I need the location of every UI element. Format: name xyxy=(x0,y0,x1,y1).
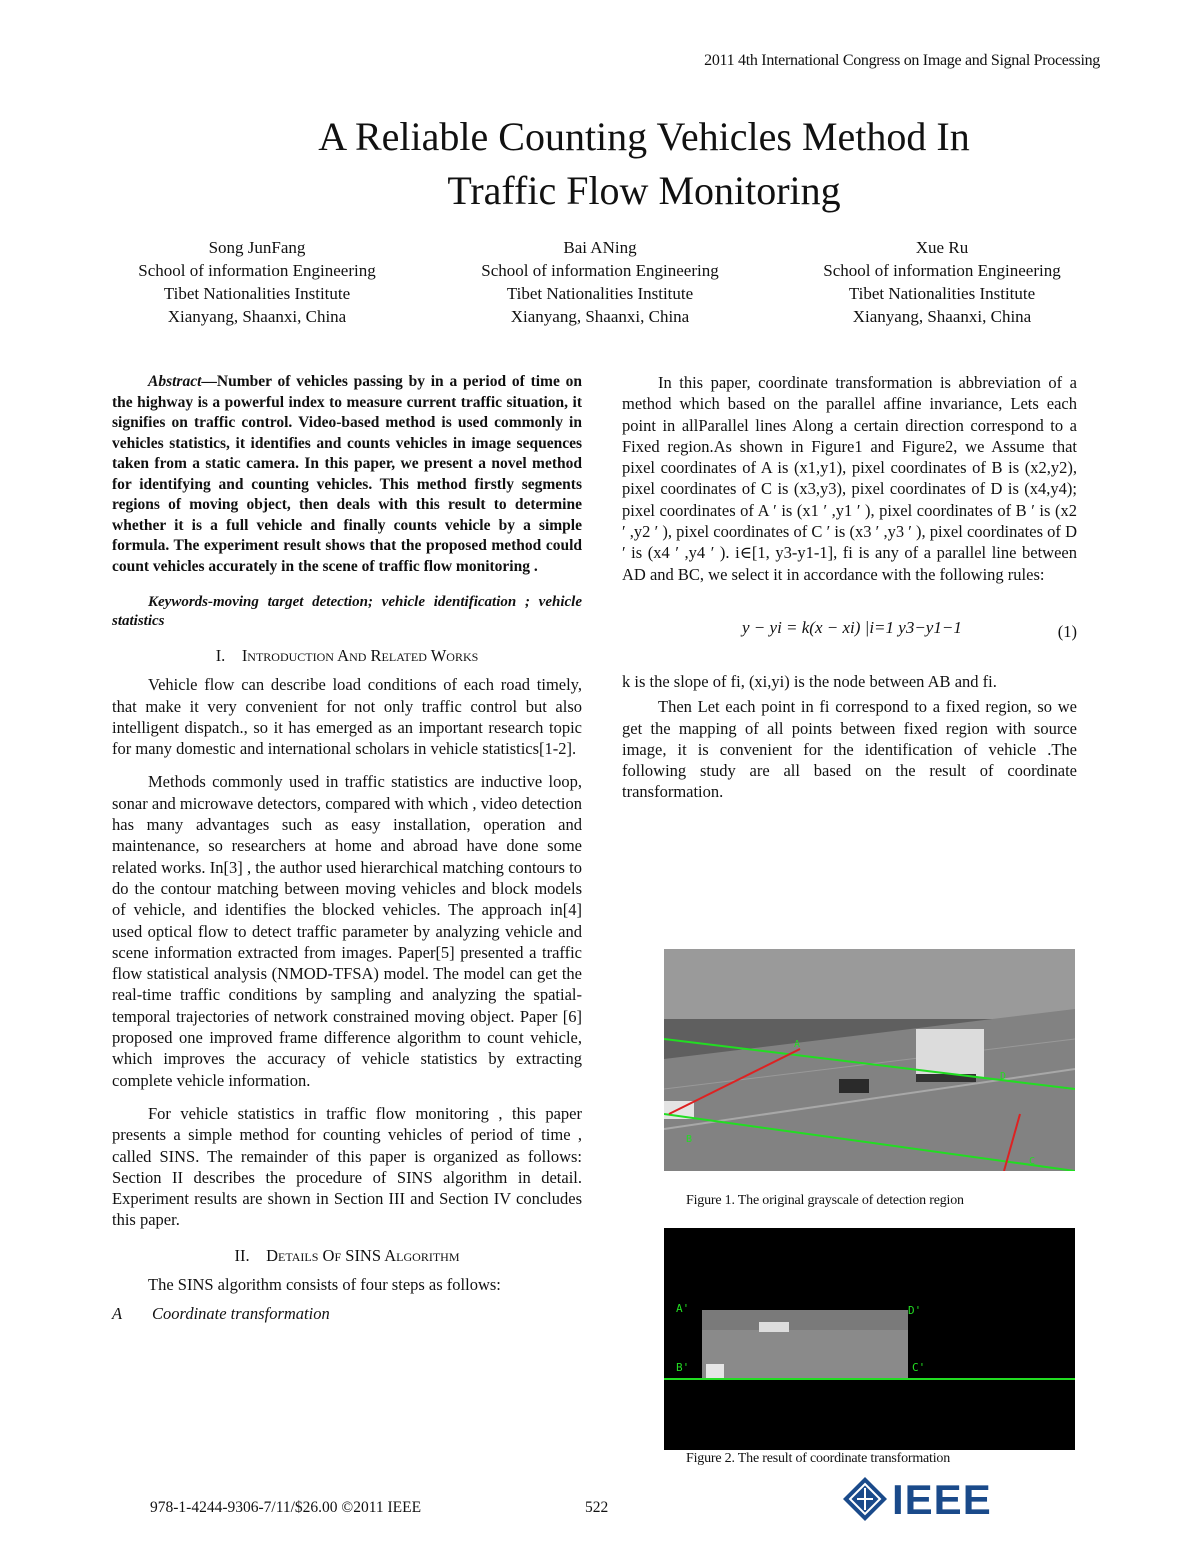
abstract-text: —Number of vehicles passing by in a period of time on the highway is a powerful index to measure current traffic situation, it signifies on traffic control. Video-based method is used commonly in vehicles statistics, it identifies and counts vehicles in image sequences taken from a static camera. In this paper, we present a novel method for identifying and counting vehicles. This method firstly segments regions of moving object, then deals with this result to determine whether it is a full vehicle and finally counts vehicle by a simple formula. The experiment result shows that the proposed method could count vehicles accurately in the scene of traffic flow monitoring . xyxy=(112,373,582,575)
author-loc: Xianyang, Shaanxi, China xyxy=(167,307,347,326)
figure-2-label-a: A' xyxy=(676,1302,690,1315)
author-loc: Xianyang, Shaanxi, China xyxy=(852,307,1032,326)
coord-paragraph-2: k is the slope of fi, (xi,yi) is the node between AB and fi. xyxy=(622,671,997,691)
figure-1-graphic xyxy=(664,949,1075,1171)
figure-1-caption: Figure 1. The original grayscale of detection region xyxy=(686,1193,964,1208)
page-number: 522 xyxy=(585,1499,609,1516)
figure-2-image xyxy=(664,1228,1075,1450)
left-column xyxy=(112,372,582,1325)
equation-number: (1) xyxy=(1057,621,1077,641)
author-inst: Tibet Nationalities Institute xyxy=(163,284,351,303)
author-inst: Tibet Nationalities Institute xyxy=(506,284,694,303)
author-loc: Xianyang, Shaanxi, China xyxy=(510,307,690,326)
figure-1-label-a: A xyxy=(794,1039,801,1050)
ieee-logo-text: IEEE xyxy=(892,1476,992,1523)
intro-paragraph-2: Methods commonly used in traffic statistics are inductive loop, sonar and microwave detectors, compared with which , video detection has many advantages such as easy installation, operation and maintenance, so researchers at home and abroad have done some related works. In[3] , the author used hierarchical matching contours to do the contour matching between moving vehicles and block models of vehicle, and identifies the blocked vehicles. The approach in[4] used optical flow to detect traffic parameter by analyzing vehicle and scene information extracted from images. Paper[5] presented a traffic flow statistical analysis (NMOD-TFSA) model. The model can get the real-time traffic conditions by sampling and analyzing the spatial-temporal trajectories of network constrained moving object. Paper [6] proposed one improved frame difference algorithm to count vehicle, which improves the accuracy of vehicle statistics by extracting complete vehicle information. xyxy=(112,772,582,1090)
figure-1-image xyxy=(664,949,1075,1171)
equation-formula: y − yi = k(x − xi) |i=1 y3−y1−1 xyxy=(742,617,962,637)
abstract-label: Abstract xyxy=(148,373,202,390)
figure-1-label-c: C xyxy=(1029,1156,1036,1167)
author-name: Song JunFang xyxy=(208,238,306,257)
section-1-heading: I. Introduction And Related Works xyxy=(215,646,479,665)
intro-paragraph-3: For vehicle statistics in traffic flow monitoring , this paper presents a simple method for counting vehicles of period of time , called SINS. The remainder of this paper is organized as follows: Section II describes the procedure of SINS algorithm in detail. Experiment results are shown in Section III and Section IV concludes this paper. xyxy=(112,1103,582,1230)
author-dept: School of information Engineering xyxy=(481,261,719,280)
author-block-1 xyxy=(92,236,422,328)
figure-2-label-c: C' xyxy=(912,1361,926,1374)
intro-paragraph-1: Vehicle flow can describe load conditions of each road timely, that make it very convenient for not only traffic control but also intelligent dispatch., so it has emerged as an important research topic for many domestic and international scholars in vehicle statistics[1-2]. xyxy=(112,675,582,759)
figure-1-label-b: B xyxy=(686,1134,693,1145)
copyright-footer: 978-1-4244-9306-7/11/$26.00 ©2011 IEEE xyxy=(150,1499,422,1516)
equation-1 xyxy=(622,603,1077,671)
author-dept: School of information Engineering xyxy=(823,261,1061,280)
section-2-heading: II. Details Of SINS Algorithm xyxy=(234,1245,460,1265)
right-column xyxy=(622,372,1077,803)
abstract xyxy=(112,372,582,577)
figure-2-label-d: D' xyxy=(908,1304,922,1317)
figure-1-label-d: D xyxy=(1000,1071,1007,1082)
author-inst: Tibet Nationalities Institute xyxy=(848,284,1036,303)
keywords: Keywords-moving target detection; vehicle identification ; vehicle statistics xyxy=(112,594,582,629)
author-block-3 xyxy=(777,236,1107,328)
title-line-2: Traffic Flow Monitoring xyxy=(447,168,841,213)
author-name: Xue Ru xyxy=(915,238,969,257)
figure-2-graphic xyxy=(664,1228,1075,1450)
ieee-diamond-icon xyxy=(842,1476,888,1522)
section-2-intro: The SINS algorithm consists of four steps as follows: xyxy=(148,1275,501,1295)
subsection-a-heading: A Coordinate transformation xyxy=(112,1304,330,1324)
author-name: Bai ANing xyxy=(563,238,637,257)
ieee-logo xyxy=(842,1474,1022,1524)
author-dept: School of information Engineering xyxy=(138,261,376,280)
title-line-1: A Reliable Counting Vehicles Method In xyxy=(318,114,970,159)
figure-2-caption: Figure 2. The result of coordinate transformation xyxy=(686,1451,951,1466)
figure-2-label-b: B' xyxy=(676,1361,690,1374)
paper-title xyxy=(0,110,1200,218)
coord-paragraph-1: In this paper, coordinate transformation is abbreviation of a method which based on the parallel affine invariance, Lets each point in allParallel lines Along a certain direction correspond to a Fixed region.As shown in Figure1 and Figure2, we Assume that pixel coordinates of A is (x1,y1), pixel coordinates of B is (x2,y2), pixel coordinates of C is (x3,y3), pixel coordinates of D is (x4,y4); pixel coordinates of A ′ is (x1 ′ ,y1 ′ ), pixel coordinates of B ′ is (x2 ′ ,y2 ′ ), pixel coordinates of C ′ is (x3 ′ ,y3 ′ ), pixel coordinates of D ′ is (x4 ′ ,y4 ′ ). i∈[1, y3-y1-1], fi is any of a parallel line between AD and BC, we select it in accordance with the following rules: xyxy=(622,373,1077,584)
conference-header: 2011 4th International Congress on Image and Signal Processing xyxy=(704,52,1100,69)
coord-paragraph-3: Then Let each point in fi correspond to a fixed region, so we get the mapping of all points between fixed region with source image, it is convenient for the identification of vehicle .The following study are all based on the result of coordinate transformation. xyxy=(622,697,1077,802)
author-block-2 xyxy=(435,236,765,328)
